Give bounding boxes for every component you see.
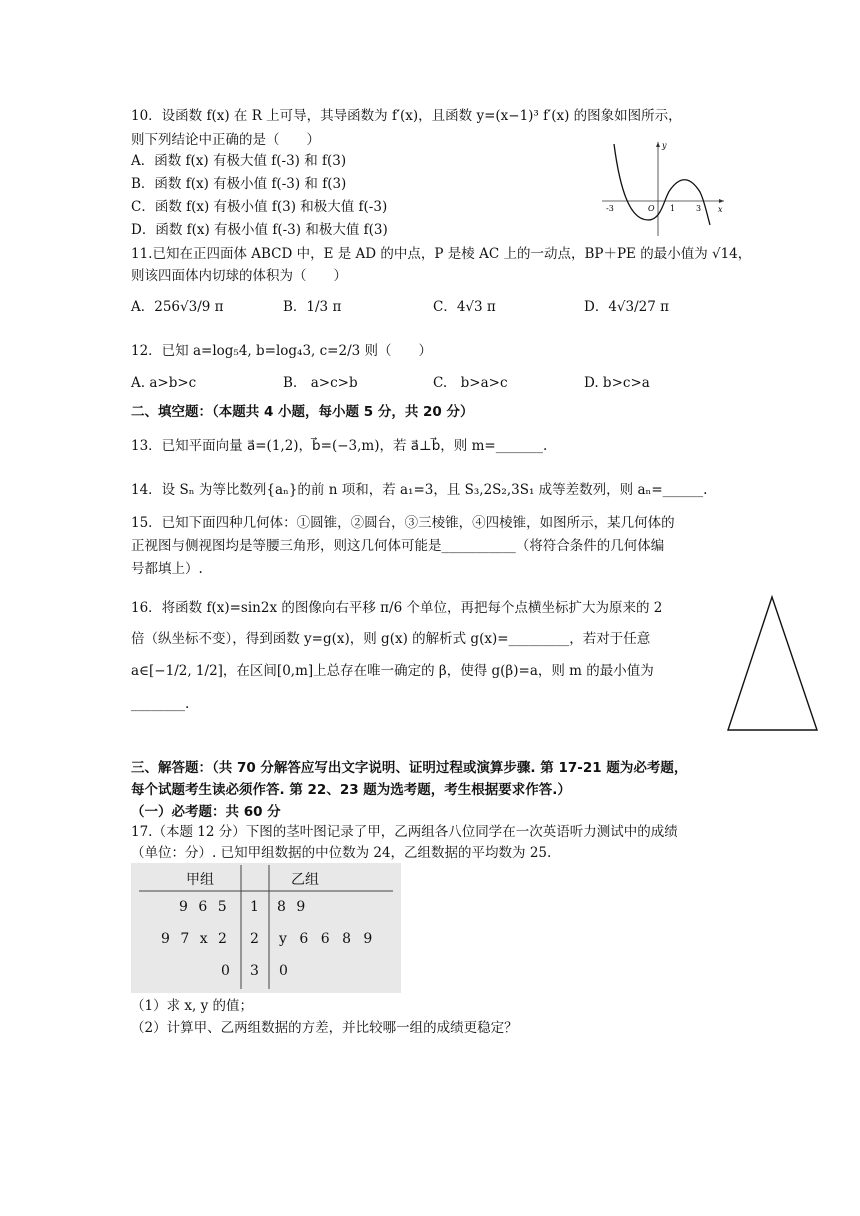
q17-line2: （单位：分）. 已知甲组数据的中位数为 24，乙组数据的平均数为 25. bbox=[131, 845, 552, 861]
q11-option-d: D．4√3/27 π bbox=[584, 299, 669, 315]
q13: 13．已知平面向量 a⃗=(1,2)，b⃗=(−3,m)，若 a⃗⊥b⃗，则 m=_______. bbox=[131, 438, 548, 454]
q15-line2: 正视图与侧视图均是等腰三角形，则这几何体可能是___________（将符合条件的几何体编 bbox=[131, 538, 665, 554]
section-3-line2: 每个试题考生读必须作答. 第 22、23 题为选考题，考生根据要求作答.） bbox=[131, 782, 571, 798]
stem-row2-stem: 2 bbox=[250, 931, 259, 947]
stem-row2-right: y 6 6 8 9 bbox=[279, 931, 373, 947]
stem-header-right: 乙组 bbox=[291, 872, 319, 888]
stem-leaf-plot bbox=[131, 863, 401, 993]
stem-row3-stem: 3 bbox=[250, 963, 259, 979]
stem-row3-left: 0 bbox=[221, 963, 230, 979]
q10-option-b: B．函数 f(x) 有极小值 f(-3) 和 f(3) bbox=[131, 176, 347, 192]
stem-row3-right: 0 bbox=[279, 963, 288, 979]
q14: 14．设 Sₙ 为等比数列{aₙ}的前 n 项和，若 a₁=3，且 S₃,2S₂,3S₁ 成等差数列，则 aₙ=______. bbox=[131, 482, 708, 498]
graph-tick-1: 1 bbox=[670, 204, 676, 213]
q11-option-a: A．256√3/9 π bbox=[131, 299, 224, 315]
graph-origin-label: O bbox=[648, 204, 655, 213]
graph-tick-neg3: -3 bbox=[606, 204, 614, 213]
q16-line3: a∈[−1/2, 1/2]，在区间[0,m]上总存在唯一确定的 β，使得 g(β)=a，则 m 的最小值为 bbox=[131, 663, 654, 679]
q12-option-d: D. b>c>a bbox=[584, 375, 650, 391]
q12-option-b: B. a>c>b bbox=[283, 375, 358, 391]
q10-line1: 10．设函数 f(x) 在 R 上可导，其导函数为 f′(x)，且函数 y=(x−1)³ f′(x) 的图象如图所示， bbox=[131, 108, 682, 124]
stem-row2-left: 9 7 x 2 bbox=[161, 931, 227, 947]
q11-option-b: B．1/3 π bbox=[283, 299, 342, 315]
stem-row1-right: 8 9 bbox=[277, 899, 306, 915]
graph-tick-3: 3 bbox=[696, 204, 702, 213]
graph-x-label: x bbox=[718, 205, 723, 214]
q10-graph bbox=[600, 140, 730, 240]
stem-row1-stem: 1 bbox=[250, 899, 259, 915]
q15-triangle-figure bbox=[722, 592, 822, 734]
q10-option-a: A．函数 f(x) 有极大值 f(-3) 和 f(3) bbox=[131, 153, 347, 169]
q12-option-a: A. a>b>c bbox=[131, 375, 197, 391]
q12-option-c: C. b>a>c bbox=[433, 375, 508, 391]
section-2-heading: 二、填空题：（本题共 4 小题，每小题 5 分，共 20 分） bbox=[131, 404, 474, 420]
q11-option-c: C．4√3 π bbox=[433, 299, 496, 315]
q16-line4: ________. bbox=[131, 696, 190, 712]
section-3-line1: 三、解答题：（共 70 分解答应写出文字说明、证明过程或演算步骤. 第 17-21 题为必考题， bbox=[131, 760, 688, 776]
section-3-sub: （一）必考题：共 60 分 bbox=[131, 804, 281, 820]
q10-option-d: D．函数 f(x) 有极小值 f(-3) 和极大值 f(3) bbox=[131, 222, 388, 238]
q10-option-c: C．函数 f(x) 有极小值 f(3) 和极大值 f(-3) bbox=[131, 199, 388, 215]
graph-y-label: y bbox=[662, 141, 667, 150]
q16-line1: 16．将函数 f(x)=sin2x 的图像向右平移 π/6 个单位，再把每个点横坐标扩大为原来的 2 bbox=[131, 600, 663, 616]
q15-line3: 号都填上）. bbox=[131, 561, 203, 577]
q10-line2: 则下列结论中正确的是（ ） bbox=[131, 132, 320, 148]
q11-line2: 则该四面体内切球的体积为（ ） bbox=[131, 268, 347, 284]
q17-part2: （2）计算甲、乙两组数据的方差，并比较哪一组的成绩更稳定？ bbox=[131, 1020, 518, 1036]
q15-line1: 15．已知下面四种几何体：①圆锥，②圆台，③三棱锥，④四棱锥，如图所示，某几何体的 bbox=[131, 515, 675, 531]
q17-line1: 17.（本题 12 分）下图的茎叶图记录了甲，乙两组各八位同学在一次英语听力测试中的成绩 bbox=[131, 824, 678, 840]
stem-row1-left: 9 6 5 bbox=[179, 899, 227, 915]
q11-line1: 11.已知在正四面体 ABCD 中，E 是 AD 的中点，P 是棱 AC 上的一动点，BP＋PE 的最小值为 √14， bbox=[131, 246, 752, 262]
q12-line1: 12．已知 a=log₅4, b=log₄3, c=2/3 则（ ） bbox=[131, 343, 433, 359]
q16-line2: 倍（纵坐标不变），得到函数 y=g(x)，则 g(x) 的解析式 g(x)=_________，若对于任意 bbox=[131, 631, 651, 647]
q17-part1: （1）求 x, y 的值； bbox=[131, 998, 253, 1014]
stem-header-left: 甲组 bbox=[186, 872, 214, 888]
